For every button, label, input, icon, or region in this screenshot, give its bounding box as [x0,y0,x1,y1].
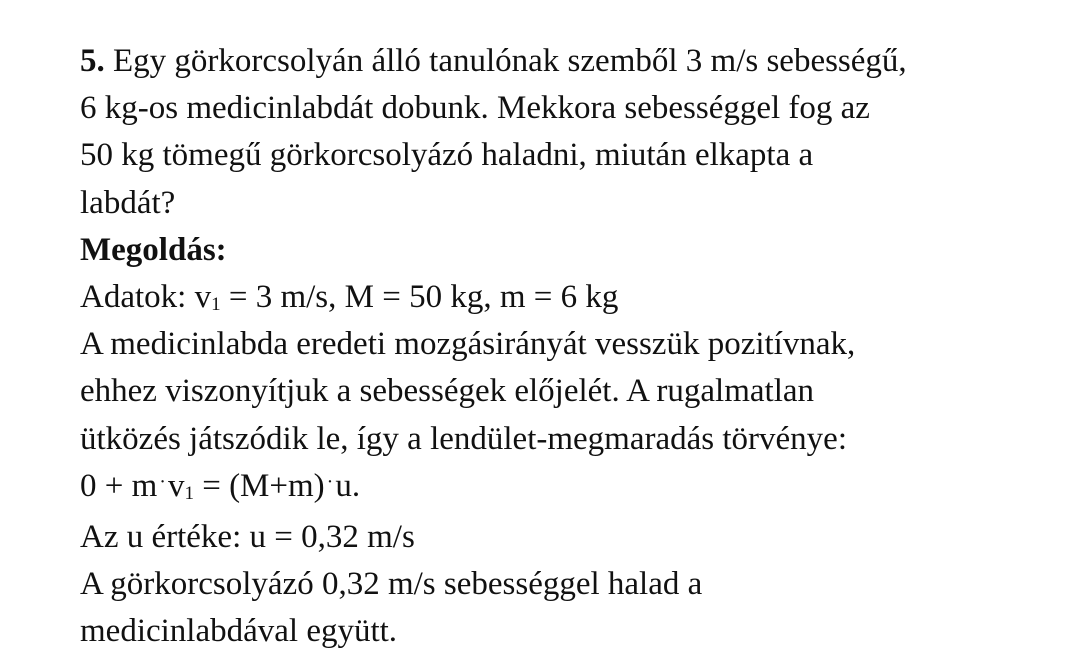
equation-part-4: u. [335,467,361,504]
problem-text-line-1: Egy görkorcsolyán álló tanulónak szemből 3 m/s sebességű, [104,43,907,79]
solution-heading: Megoldás: [80,231,227,268]
given-data-line [80,274,1040,321]
equation-part-2: v [167,467,185,504]
problem-text-line-4: labdát? [80,184,176,221]
multiplication-dot-2: · [326,470,334,493]
problem-number: 5. [80,43,105,79]
conclusion-line-2: medicinlabdával együtt. [80,613,398,650]
solution-text-line-1: A medicinlabda eredeti mozgásirányát vesszük pozitívnak, [80,326,856,363]
given-data-subscript: 1 [211,294,221,316]
multiplication-dot-1: · [159,470,166,493]
equation-subscript: 1 [184,482,194,504]
problem-text-line-3: 50 kg tömegű görkorcsolyázó haladni, miután elkapta a [80,137,814,174]
problem-text-line-2: 6 kg-os medicinlabdát dobunk. Mekkora sebességgel fog az [80,90,870,127]
result-line: Az u értéke: u = 0,32 m/s [80,519,415,556]
equation-part-3: = (M+m) [193,467,325,504]
equation-part-1: 0 + m [80,467,158,504]
solution-text-line-3: ütközés játszódik le, így a lendület-megmaradás törvénye: [80,420,847,457]
document-body [80,38,1040,656]
given-data-rest: = 3 m/s, M = 50 kg, m = 6 kg [220,279,619,316]
conclusion-line-1: A görkorcsolyázó 0,32 m/s sebességgel halad a [80,566,703,603]
problem-line-1 [80,38,1040,85]
given-data-prefix: Adatok: v [80,279,212,316]
momentum-equation [80,463,1040,514]
solution-text-line-2: ehhez viszonyítjuk a sebességek előjelét. A rugalmatlan [80,373,815,410]
